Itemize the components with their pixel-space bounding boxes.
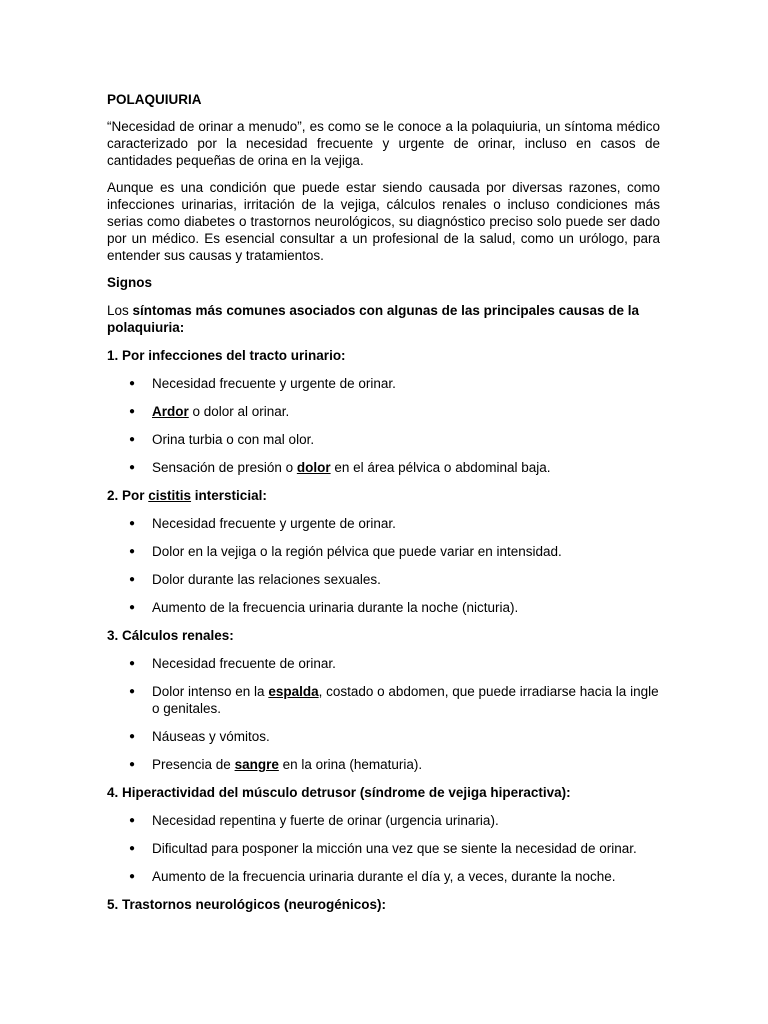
list-item	[107, 459, 660, 476]
list-item	[107, 403, 660, 420]
link-espalda[interactable]: espalda	[268, 684, 319, 699]
symptoms-intro-bold: síntomas más comunes asociados con algunas de las principales causas de la polaquiuria:	[107, 303, 639, 335]
bullet-icon: ●	[129, 434, 136, 445]
bullet-icon: ●	[129, 731, 136, 742]
list-item	[107, 868, 660, 885]
bullet-icon: ●	[129, 406, 136, 417]
symptoms-intro	[107, 302, 660, 336]
section-2-heading	[107, 487, 660, 504]
bullet-icon: ●	[129, 602, 136, 613]
list-item	[107, 840, 660, 857]
list-item-text: Náuseas y vómitos.	[152, 729, 270, 744]
section-2-list	[107, 515, 660, 616]
list-item-text: Necesidad frecuente de orinar.	[152, 656, 336, 671]
list-item-text: Presencia de	[152, 757, 235, 772]
section-3-list	[107, 655, 660, 773]
list-item-text: Dolor durante las relaciones sexuales.	[152, 572, 381, 587]
bullet-icon: ●	[129, 686, 136, 697]
list-item	[107, 515, 660, 532]
link-cistitis[interactable]: cistitis	[148, 488, 192, 503]
list-item-text: Dolor en la vejiga o la región pélvica que puede variar en intensidad.	[152, 544, 562, 559]
bullet-icon: ●	[129, 546, 136, 557]
section-1-list	[107, 375, 660, 476]
symptoms-intro-prefix: Los	[107, 303, 133, 318]
list-item	[107, 756, 660, 773]
list-item	[107, 812, 660, 829]
list-item	[107, 543, 660, 560]
list-item-text: Dolor intenso en la	[152, 684, 269, 699]
bullet-icon: ●	[129, 843, 136, 854]
bullet-icon: ●	[129, 759, 136, 770]
paragraph-intro: “Necesidad de orinar a menudo”, es como se le conoce a la polaquiuria, un síntoma médico caracterizado por la necesidad frecuente y urgente de orinar, incluso en casos de cantidades pequeñas de orina en la vejiga.	[107, 119, 660, 168]
section-4-list	[107, 812, 660, 885]
bullet-icon: ●	[129, 871, 136, 882]
bullet-icon: ●	[129, 815, 136, 826]
list-item-text: Orina turbia o con mal olor.	[152, 432, 315, 447]
bullet-icon: ●	[129, 518, 136, 529]
bullet-icon: ●	[129, 658, 136, 669]
section-5-heading: 5. Trastornos neurológicos (neurogénicos):	[107, 897, 387, 912]
document-page	[107, 91, 660, 924]
list-item-text: , costado o abdomen, que puede irradiarse hacia la ingle o genitales.	[152, 684, 659, 716]
document-title: POLAQUIURIA	[107, 92, 202, 107]
list-item	[107, 728, 660, 745]
list-item-text: Aumento de la frecuencia urinaria durante la noche (nicturia).	[152, 600, 519, 615]
list-item	[107, 599, 660, 616]
section-2-heading-pre: 2. Por	[107, 488, 149, 503]
list-item-text: Sensación de presión o	[152, 460, 297, 475]
link-sangre[interactable]: sangre	[234, 757, 279, 772]
link-ardor[interactable]: Ardor	[152, 404, 189, 419]
list-item-text: Dificultad para posponer la micción una vez que se siente la necesidad de orinar.	[152, 841, 637, 856]
bullet-icon: ●	[129, 378, 136, 389]
list-item	[107, 683, 660, 717]
list-item	[107, 431, 660, 448]
list-item	[107, 375, 660, 392]
bullet-icon: ●	[129, 462, 136, 473]
section-1-heading: 1. Por infecciones del tracto urinario:	[107, 348, 346, 363]
list-item-text: Necesidad frecuente y urgente de orinar.	[152, 516, 396, 531]
list-item	[107, 571, 660, 588]
list-item-text: en la orina (hematuria).	[278, 757, 423, 772]
section-2-heading-post: intersticial:	[191, 488, 267, 503]
section-4-heading: 4. Hiperactividad del músculo detrusor (síndrome de vejiga hiperactiva):	[107, 785, 571, 800]
bullet-icon: ●	[129, 574, 136, 585]
list-item-text: Necesidad frecuente y urgente de orinar.	[152, 376, 396, 391]
list-item-text: Necesidad repentina y fuerte de orinar (urgencia urinaria).	[152, 813, 499, 828]
list-item-text: Aumento de la frecuencia urinaria durante el día y, a veces, durante la noche.	[152, 869, 616, 884]
list-item-text: o dolor al orinar.	[188, 404, 290, 419]
section-3-heading: 3. Cálculos renales:	[107, 628, 234, 643]
list-item-text: en el área pélvica o abdominal baja.	[330, 460, 551, 475]
paragraph-causes: Aunque es una condición que puede estar siendo causada por diversas razones, como infecciones urinarias, irritación de la vejiga, cálculos renales o incluso condiciones más serias como diabetes o trastornos neurológicos, su diagnóstico preciso solo puede ser dado por un médico. Es esencial consultar a un profesional de la salud, como un urólogo, para entender sus causas y tratamientos.	[107, 180, 660, 263]
link-dolor[interactable]: dolor	[296, 460, 331, 475]
list-item	[107, 655, 660, 672]
signs-heading: Signos	[107, 275, 153, 290]
